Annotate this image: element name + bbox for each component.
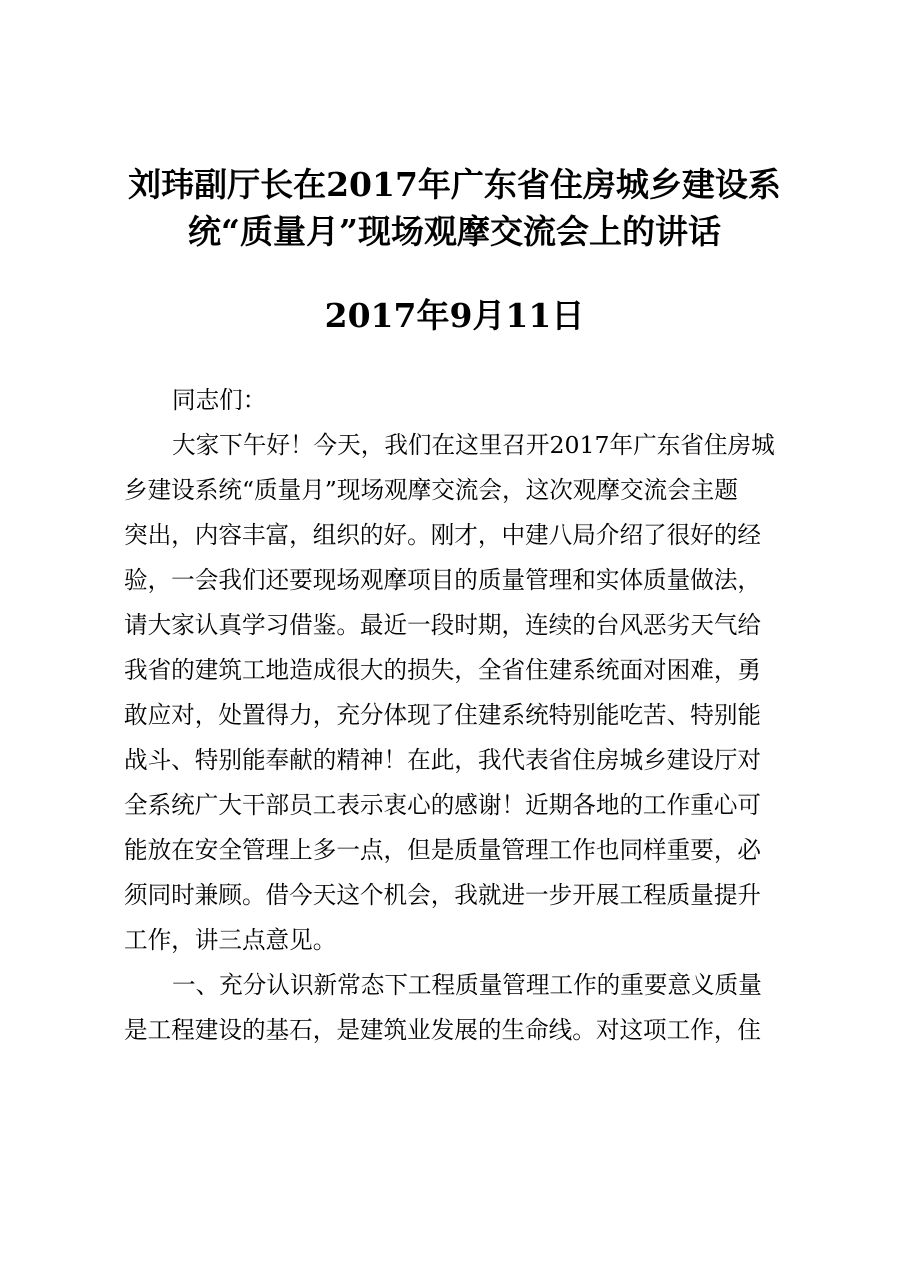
paragraph-2-line: 一、充分认识新常态下工程质量管理工作的重要意义质量 [172, 971, 762, 999]
salutation: 同志们： [172, 386, 267, 414]
document-body [124, 378, 796, 1053]
paragraph-1-line: 大家下午好！今天，我们在这里召开2017年广东省住房城 [172, 431, 775, 459]
paragraph-1-line: 乡建设系统“质量月”现场观摩交流会，这次观摩交流会主题 [124, 476, 738, 504]
paragraph-1-line: 工作，讲三点意见。 [124, 926, 337, 954]
paragraph-1-line: 能放在安全管理上多一点，但是质量管理工作也同样重要，必 [124, 836, 762, 864]
document-title [100, 161, 809, 255]
paragraph-1-line: 验，一会我们还要现场观摩项目的质量管理和实体质量做法， [124, 566, 762, 594]
paragraph-1-line: 战斗、特别能奉献的精神！在此，我代表省住房城乡建设厅对 [124, 746, 762, 774]
paragraph-1-line: 全系统广大干部员工表示衷心的感谢！近期各地的工作重心可 [124, 791, 762, 819]
title-line-2: 统“质量月”现场观摩交流会上的讲话 [188, 212, 721, 251]
paragraph-1-line: 请大家认真学习借鉴。最近一段时期，连续的台风恶劣天气给 [124, 611, 762, 639]
title-line-1: 刘玮副厅长在2017年广东省住房城乡建设系 [128, 165, 781, 204]
paragraph-1-line: 敢应对，处置得力，充分体现了住建系统特别能吃苦、特别能 [124, 701, 762, 729]
paragraph-1-line: 须同时兼顾。借今天这个机会，我就进一步开展工程质量提升 [124, 881, 762, 909]
paragraph-2-line: 是工程建设的基石，是建筑业发展的生命线。对这项工作，住 [124, 1016, 762, 1044]
paragraph-1-line: 我省的建筑工地造成很大的损失，全省住建系统面对困难，勇 [124, 656, 762, 684]
paragraph-1-line: 突出，内容丰富，组织的好。刚才，中建八局介绍了很好的经 [124, 521, 762, 549]
speech-date: 2017年9月11日 [324, 296, 585, 335]
